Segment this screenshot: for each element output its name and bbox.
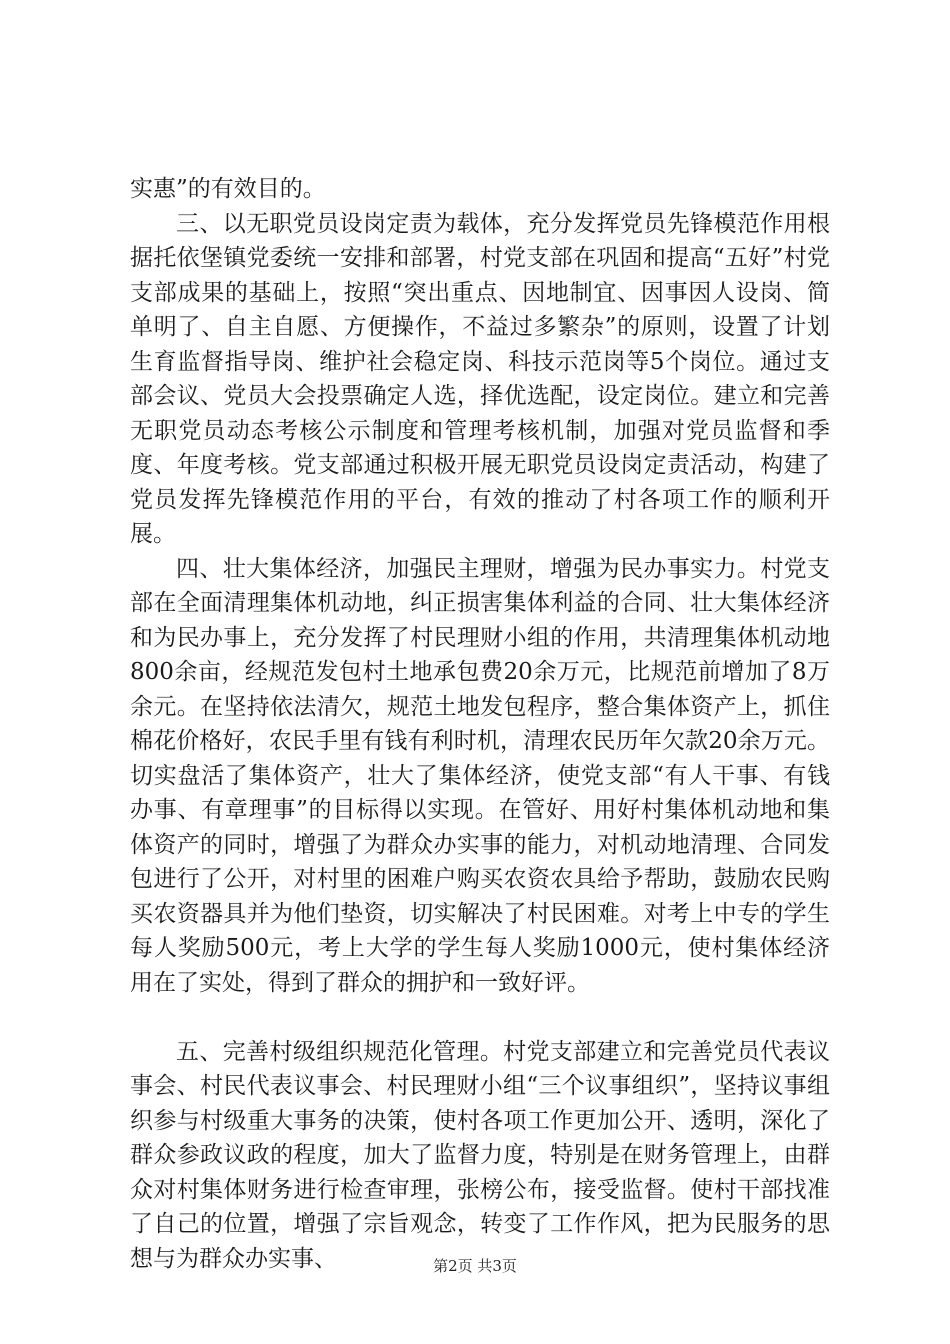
paragraph-continuation: 实惠”的有效目的。 — [130, 176, 326, 202]
paragraph-section-4: 四、壮大集体经济，加强民主理财，增强为民办事实力。村党支部在全面清理集体机动地，纠正损害集体利益的合同、壮大集体经济和为民办事上，充分发挥了村民理财小组的作用，共清理集体机动地800余亩，经规范发包村土地承包费20余万元，比规范前增加了8万余元。在坚持依法清欠，规范土地发包程序，整合集体资产上，抓住棉花价格好，农民手里有钱有利时机，清理农民历年欠款20余万元。切实盘活了集体资产，壮大了集体经济，使党支部“有人干事、有钱办事、有章理事”的目标得以实现。在管好、用好村集体机动地和集体资产的同时，增强了为群众办实事的能力，对机动地清理、合同发包进行了公开，对村里的困难户购买农资农具给予帮助，鼓励农民购买农资器具并为他们垫资，切实解决了村民困难。对考上中专的学生每人奖励500元，考上大学的学生每人奖励1000元，使村集体经济用在了实处，得到了群众的拥护和一致好评。 — [130, 555, 830, 996]
page-footer: 第2页 共3页 — [433, 1257, 517, 1275]
document-body — [130, 172, 830, 1276]
paragraph-section-3: 三、以无职党员设岗定责为载体，充分发挥党员先锋模范作用根据托依堡镇党委统一安排和部署，村党支部在巩固和提高“五好”村党支部成果的基础上，按照“突出重点、因地制宜、因事因人设岗、简单明了、自主自愿、方便操作，不益过多繁杂”的原则，设置了计划生育监督指导岗、维护社会稳定岗、科技示范岗等5个岗位。通过支部会议、党员大会投票确定人选，择优选配，设定岗位。建立和完善无职党员动态考核公示制度和管理考核机制，加强对党员监督和季度、年度考核。党支部通过积极开展无职党员设岗定责活动，构建了党员发挥先锋模范作用的平台，有效的推动了村各项工作的顺利开展。 — [130, 210, 830, 547]
paragraph-section-5: 五、完善村级组织规范化管理。村党支部建立和完善党员代表议事会、村民代表议事会、村民理财小组“三个议事组织”，坚持议事组织参与村级重大事务的决策，使村各项工作更加公开、透明，深化了群众参政议政的程度，加大了监督力度，特别是在财务管理上，由群众对村集体财务进行检查审理，张榜公布，接受监督。使村干部找准了自己的位置，增强了宗旨观念，转变了工作作风，把为民服务的思想与为群众办实事、 — [130, 1038, 830, 1272]
